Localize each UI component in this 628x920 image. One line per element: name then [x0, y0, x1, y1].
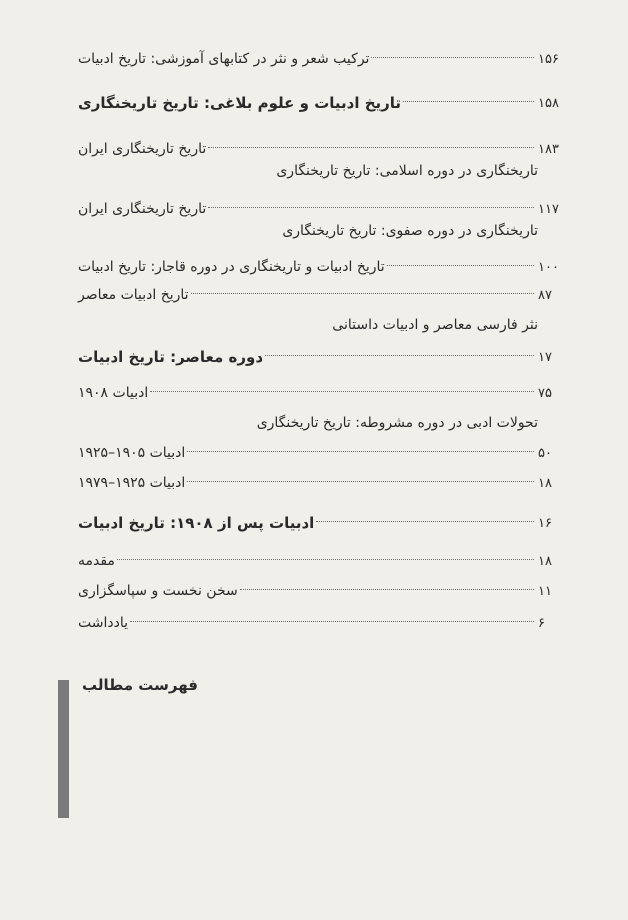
dot-leader	[187, 450, 534, 452]
toc-entry-title: ادبیات ۱۹۲۵–۱۹۷۹	[78, 475, 186, 491]
toc-entry	[78, 220, 572, 242]
toc-entry	[78, 48, 572, 70]
toc-entry	[78, 314, 572, 336]
toc-entry-title: دوره معاصر: تاریخ ادبیات	[78, 348, 264, 366]
toc-entry-title: تاریخ ادبیات و علوم بلاغی: تاریخ تاریخنگاری	[78, 94, 402, 112]
toc-entry-page-number: ۱۷	[538, 349, 552, 365]
dot-leader	[191, 292, 534, 294]
toc-entry-title: ادبیات پس از ۱۹۰۸: تاریخ ادبیات	[78, 514, 315, 532]
toc-entry	[78, 382, 572, 404]
section-heading: فهرست مطالب	[82, 676, 198, 694]
toc-entry-page-number: ۱۶	[538, 515, 552, 531]
toc-entry-continuation: نثر فارسی معاصر و ادبیات داستانی	[332, 317, 538, 333]
toc-entry	[78, 160, 572, 182]
toc-entry-title: مقدمه	[78, 553, 115, 569]
dot-leader	[208, 146, 534, 148]
toc-entry-page-number: ۸۷	[538, 287, 552, 303]
toc-entry	[78, 284, 572, 306]
toc-entry	[78, 92, 572, 114]
toc-entry-title: تاریخ ادبیات معاصر	[78, 287, 189, 303]
toc-entry-title: ادبیات ۱۹۰۸	[78, 385, 149, 401]
toc-entry	[78, 550, 572, 572]
toc-entry-title: یادداشت	[78, 615, 128, 631]
dot-leader	[150, 390, 534, 392]
dot-leader	[265, 354, 534, 356]
toc-entry-page-number: ۱۸	[538, 553, 552, 569]
toc-entry	[78, 198, 572, 220]
dot-leader	[387, 264, 534, 266]
toc-entry-page-number: ۱۱	[538, 583, 552, 599]
dot-leader	[187, 480, 534, 482]
toc-entry	[78, 412, 572, 434]
toc-entry	[78, 612, 572, 634]
toc-entry-title: تاریخ تاریخنگاری ایران	[78, 201, 207, 217]
toc-entry-continuation: تاریخنگاری در دوره صفوی: تاریخ تاریخنگاری	[282, 223, 538, 239]
dot-leader	[371, 56, 534, 58]
dot-leader	[117, 558, 534, 560]
toc-entry-continuation: تاریخنگاری در دوره اسلامی: تاریخ تاریخنگاری	[276, 163, 538, 179]
toc-entry-page-number: ۱۵۶	[538, 51, 559, 67]
toc-entry-title: تاریخ تاریخنگاری ایران	[78, 141, 207, 157]
toc-entry-title: سخن نخست و سپاسگزاری	[78, 583, 238, 599]
toc-entry	[78, 346, 572, 368]
toc-entry	[78, 256, 572, 278]
toc-entry	[78, 442, 572, 464]
dot-leader	[208, 206, 534, 208]
toc-entry-page-number: ۱۸۳	[538, 141, 559, 157]
dot-leader	[403, 100, 534, 102]
toc-entry-title: ترکیب شعر و نثر در کتابهای آموزشی: تاریخ ادبیات	[78, 51, 370, 67]
section-marker-bar	[58, 680, 69, 818]
toc-entry-page-number: ۶	[538, 615, 545, 631]
toc-entry	[78, 512, 572, 534]
dot-leader	[130, 620, 534, 622]
toc-entry-page-number: ۷۵	[538, 385, 552, 401]
toc-entry-page-number: ۱۱۷	[538, 201, 559, 217]
dot-leader	[316, 520, 534, 522]
toc-entry-page-number: ۱۸	[538, 475, 552, 491]
dot-leader	[240, 588, 534, 590]
toc-entry-page-number: ۱۰۰	[538, 259, 559, 275]
toc-entry	[78, 138, 572, 160]
toc-entry-title: تاریخ ادبیات و تاریخنگاری در دوره قاجار: تاریخ ادبیات	[78, 259, 385, 275]
toc-entry-page-number: ۱۵۸	[538, 95, 559, 111]
toc-entry-continuation: تحولات ادبی در دوره مشروطه: تاریخ تاریخنگاری	[256, 415, 538, 431]
toc-entry	[78, 472, 572, 494]
toc-entry-title: ادبیات ۱۹۰۵–۱۹۲۵	[78, 445, 186, 461]
toc-entry-page-number: ۵۰	[538, 445, 552, 461]
toc-entry	[78, 580, 572, 602]
